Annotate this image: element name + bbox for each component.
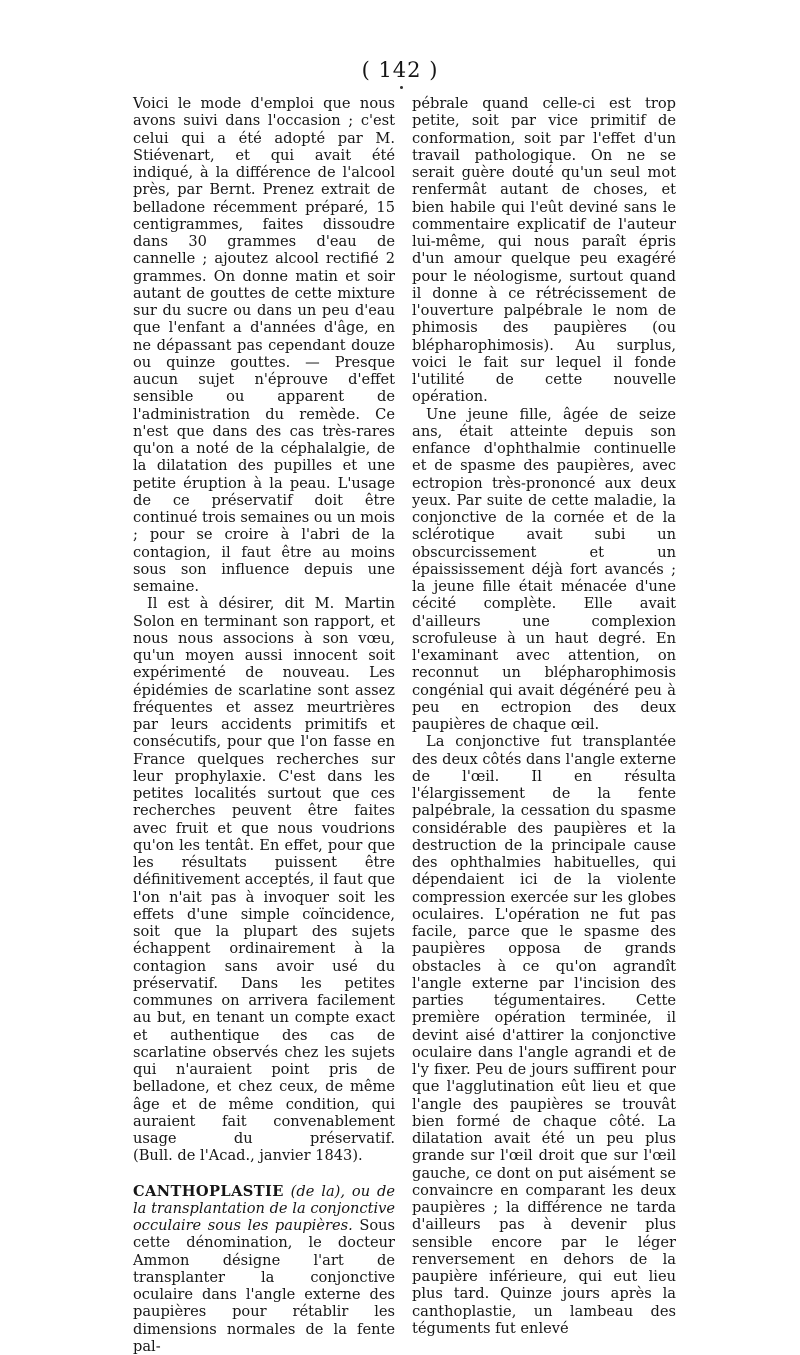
- article-subtitle: (de la), ou de la transplantation de la conjonctive occulaire sous les paupières.: [133, 1183, 395, 1235]
- recommendation-text: Il est à désirer, dit M. Martin Solon en terminant son rapport, et nous nous associons à son vœu, qu'un moyen aussi innocent soit expérimenté de nouveau. Les épidémies de scarlatine sont assez fréquentes et assez meurtrières par leurs accidents primitifs et consécutifs, pour que l'on fasse en France quelques recherches sur leur prophylaxie. C'est dans les petites localités surtout que ces recherches peuvent être faites avec fruit et que nous voudrions qu'on les tentât. En effet, pour que les résultats puissent être définitivement acceptés, il faut que l'on n'ait pas à invoquer soit les effets d'une simple coïncidence, soit que la plupart des sujets échappent ordinairement à la contagion sans avoir usé du préservatif. Dans les petites communes on arrivera facilement au but, en tenant un compte exact et authentique des cas de scarlatine observés chez les sujets qui n'auraient point pris de belladone, et chez ceux, de même âge et de même condition, qui auraient fait convenablement usage du préservatif.: [133, 595, 395, 1147]
- paragraph-operation: La conjonctive fut transplantée des deux côtés dans l'angle externe de l'œil. Il en résulta l'élargissement de la fente palpébrale, la cessation du spasme considérable des paupières et la destruction de la principale cause des ophthalmies habituelles, qui dépendaient ici de la violente compression exercée sur les globes oculaires. L'opération ne fut pas facile, parce que le spasme des paupières opposa de grands obstacles à ce qu'on agrandît l'angle externe par l'incision des parties tégumentaires. Cette première opération terminée, il devint aisé d'attirer la conjonctive oculaire dans l'angle agrandi et de l'y fixer. Peu de jours suffirent pour que l'agglutination eût lieu et que l'angle des paupières se trouvât bien formé de chaque côté. La dilatation avait été un peu plus grande sur l'œil droit que sur l'œil gauche, ce dont on put aisément se convaincre en comparant les deux paupières ; la différence ne tarda d'ailleurs pas à devenir plus sensible encore par le léger renversement en dehors de la paupière inférieure, qui eut lieu plus tard. Quinze jours après la canthoplastie, un lambeau des téguments fut enlevé: [412, 733, 676, 1337]
- page-number: ( 142 ): [0, 58, 800, 82]
- paragraph-recommendation: [133, 595, 395, 1164]
- print-speck: [400, 86, 403, 89]
- paragraph-continuation: pébrale quand celle-ci est trop petite, soit par vice primitif de conformation, soit par l'effet d'un travail pathologique. On ne se serait guère douté qu'un seul mot renfermât autant de choses, et bien habile qui l'eût deviné sans le commentaire explicatif de l'auteur lui-même, qui nous paraît épris d'un amour quelque peu exagéré pour le néologisme, surtout quand il donne à ce rétrécissement de l'ouverture palpébrale le nom de phimosis des paupières (ou blépharophimosis). Au surplus, voici le fait sur lequel il fonde l'utilité de cette nouvelle opération.: [412, 95, 676, 406]
- paragraph-case: Une jeune fille, âgée de seize ans, était atteinte depuis son enfance d'ophthalmie continuelle et de spasme des paupières, avec ectropion très-prononcé aux deux yeux. Par suite de cette maladie, la conjonctive de la cornée et de la sclérotique avait subi un obscurcissement et un épaississement déjà fort avancés ; la jeune fille était ménacée d'une cécité complète. Elle avait d'ailleurs une complexion scrofuleuse à un haut degré. En l'examinant avec attention, on reconnut un blépharophimosis congénial qui avait dégénéré peu à peu en ectropion des deux paupières de chaque œil.: [412, 406, 676, 734]
- right-column: [412, 95, 676, 1337]
- article-title: CANTHOPLASTIE: [133, 1183, 284, 1200]
- article-text: Sous cette dénomination, le docteur Ammon désigne l'art de transplanter la conjonctive oculaire dans l'angle externe des paupières pour rétablir les dimensions normales de la fente pal-: [133, 1217, 395, 1355]
- paragraph-dosage: Voici le mode d'emploi que nous avons suivi dans l'occasion ; c'est celui qui a été adopté par M. Stiévenart, et qui avait été indiqué, à la différence de l'alcool près, par Bernt. Prenez extrait de belladone récemment préparé, 15 centigrammes, faites dissoudre dans 30 grammes d'eau de cannelle ; ajoutez alcool rectifié 2 grammes. On donne matin et soir autant de gouttes de cette mixture sur du sucre ou dans un peu d'eau que l'enfant a d'années d'âge, en ne dépassant pas cependant douze ou quinze gouttes. — Presque aucun sujet n'éprouve d'effet sensible ou apparent de l'administration du remède. Ce n'est que dans des cas très-rares qu'on a noté de la céphalalgie, de la dilatation des pupilles et une petite éruption à la peau. L'usage de ce préservatif doit être continué trois semaines ou un mois ; pour se croire à l'abri de la contagion, il faut être au moins sous son influence depuis une semaine.: [133, 95, 395, 595]
- citation: (Bull. de l'Acad., janvier 1843).: [133, 1147, 363, 1164]
- left-column: [133, 95, 395, 1355]
- article-canthoplastie: [133, 1183, 395, 1355]
